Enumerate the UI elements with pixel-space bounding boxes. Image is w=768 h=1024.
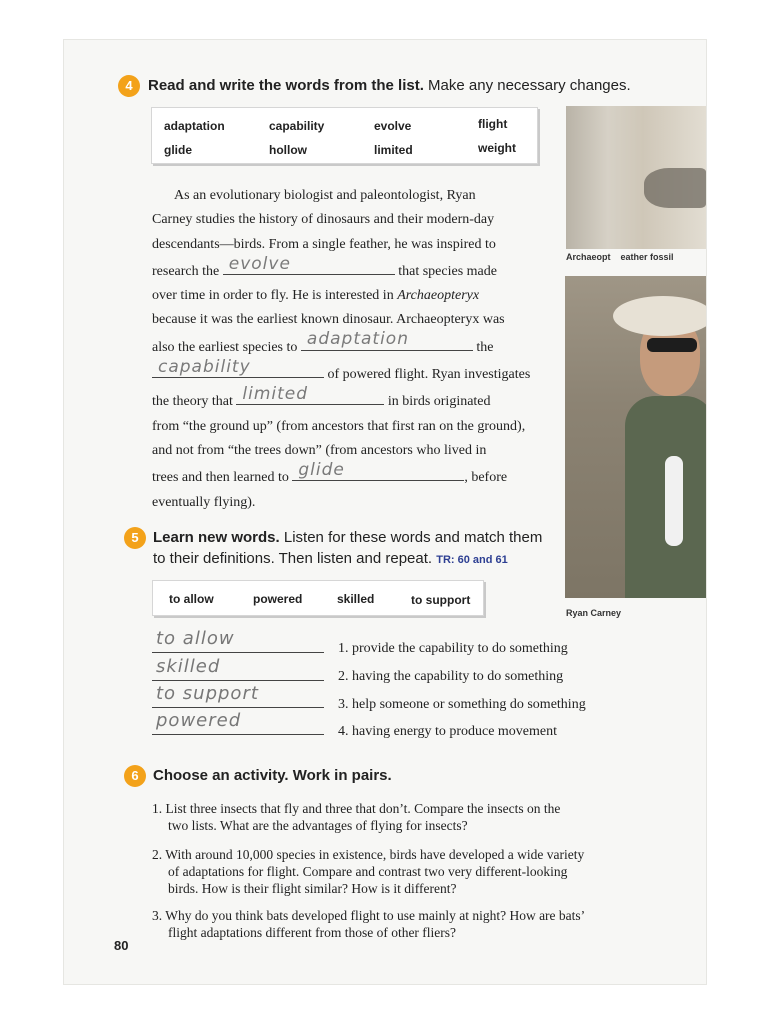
- word-limited: limited: [374, 143, 413, 157]
- word-skilled: skilled: [337, 592, 375, 606]
- match-answer-3: to support: [156, 683, 259, 704]
- word-evolve: evolve: [374, 119, 412, 133]
- blank-4[interactable]: [236, 384, 384, 405]
- definition-4: 4. having energy to produce movement: [338, 724, 558, 739]
- word-to-allow: to allow: [169, 592, 214, 606]
- match-answer-2: skilled: [156, 656, 221, 677]
- word-weight: weight: [478, 141, 516, 155]
- track-label: TR: 60 and 61: [436, 554, 508, 566]
- exercise-4-passage: As an evolutionary biologist and paleontologist, Ryan Carney studies the history of dinosaurs and their modern-day descendants—birds. From a single feather, he was inspired to research the evolve that species made over time in order to fly. He is interested in Archaeopteryx because it was the earliest known dinosaur. Archaeopteryx was also the earliest species to adaptation the capability of powered flight. Ryan investigates the theory that limited in birds originated from “the ground up” (from ancestors that first ran on the ground), and not from “the trees down” (from ancestors who lived in trees and then learned to glide , before eventually flying).: [152, 188, 531, 510]
- activity-2: 2. With around 10,000 species in existence, birds have developed a wide variety of adaptations for flight. Compare and contrast two very different-looking birds. How is their flight similar? How is it different?: [152, 847, 585, 896]
- blank-1[interactable]: [223, 253, 395, 275]
- match-blank-2[interactable]: [152, 679, 324, 681]
- activity-1: 1. List three insects that fly and three that don’t. Compare the insects on the two lists. What are the advantages of flying for insects?: [152, 801, 561, 833]
- word-flight: flight: [478, 117, 508, 131]
- answer-1: evolve: [228, 253, 291, 274]
- feather-fossil-caption: Archaeopt eather fossil: [566, 252, 674, 262]
- definition-1: 1. provide the capability to do something: [338, 641, 568, 656]
- page-number: 80: [114, 938, 129, 953]
- word-powered: powered: [253, 592, 303, 606]
- blank-2[interactable]: [301, 329, 473, 351]
- blank-5[interactable]: [292, 459, 464, 481]
- word-glide: glide: [164, 143, 193, 157]
- word-list-box: [151, 107, 538, 164]
- ryan-carney-photo: [565, 276, 706, 598]
- definition-3: 3. help someone or something do something: [338, 697, 586, 712]
- exercise-4-badge: 4: [118, 75, 140, 97]
- definition-2: 2. having the capability to do something: [338, 669, 564, 684]
- answer-4: limited: [242, 384, 309, 405]
- word-hollow: hollow: [269, 143, 307, 157]
- person-hat: [613, 296, 706, 336]
- answer-2: adaptation: [306, 329, 409, 350]
- exercise-5-badge: 5: [124, 527, 146, 549]
- exercise-6-badge: 6: [124, 765, 146, 787]
- blank-3[interactable]: [152, 356, 324, 378]
- answer-3: capability: [158, 356, 251, 377]
- exercise-5-title: Learn new words. Listen for these words and match them: [153, 529, 543, 546]
- activity-3: 3. Why do you think bats developed flight to use mainly at night? How are bats’ flight adaptations different from those of other fliers?: [152, 908, 586, 940]
- match-blank-1[interactable]: [152, 651, 324, 653]
- exercise-4-title: Read and write the words from the list. Make any necessary changes.: [148, 77, 631, 94]
- shirt-print: [665, 456, 683, 546]
- person-sunglasses: [647, 338, 697, 352]
- exercise-6-title: Choose an activity. Work in pairs.: [153, 767, 392, 784]
- word-adaptation: adaptation: [164, 119, 225, 133]
- match-answer-4: powered: [156, 710, 242, 731]
- answer-5: glide: [298, 459, 345, 480]
- word-capability: capability: [269, 119, 325, 133]
- exercise-5-title-line2: to their definitions. Then listen and repeat. TR: 60 and 61: [153, 550, 508, 567]
- new-words-box: [152, 580, 484, 616]
- match-blank-3[interactable]: [152, 706, 324, 708]
- fossil-feather-shape: [644, 168, 706, 208]
- match-blank-4[interactable]: [152, 733, 324, 735]
- match-answer-1: to allow: [156, 628, 235, 649]
- ryan-carney-caption: Ryan Carney: [566, 608, 622, 618]
- feather-fossil-photo: [566, 106, 706, 249]
- word-to-support: to support: [411, 593, 471, 607]
